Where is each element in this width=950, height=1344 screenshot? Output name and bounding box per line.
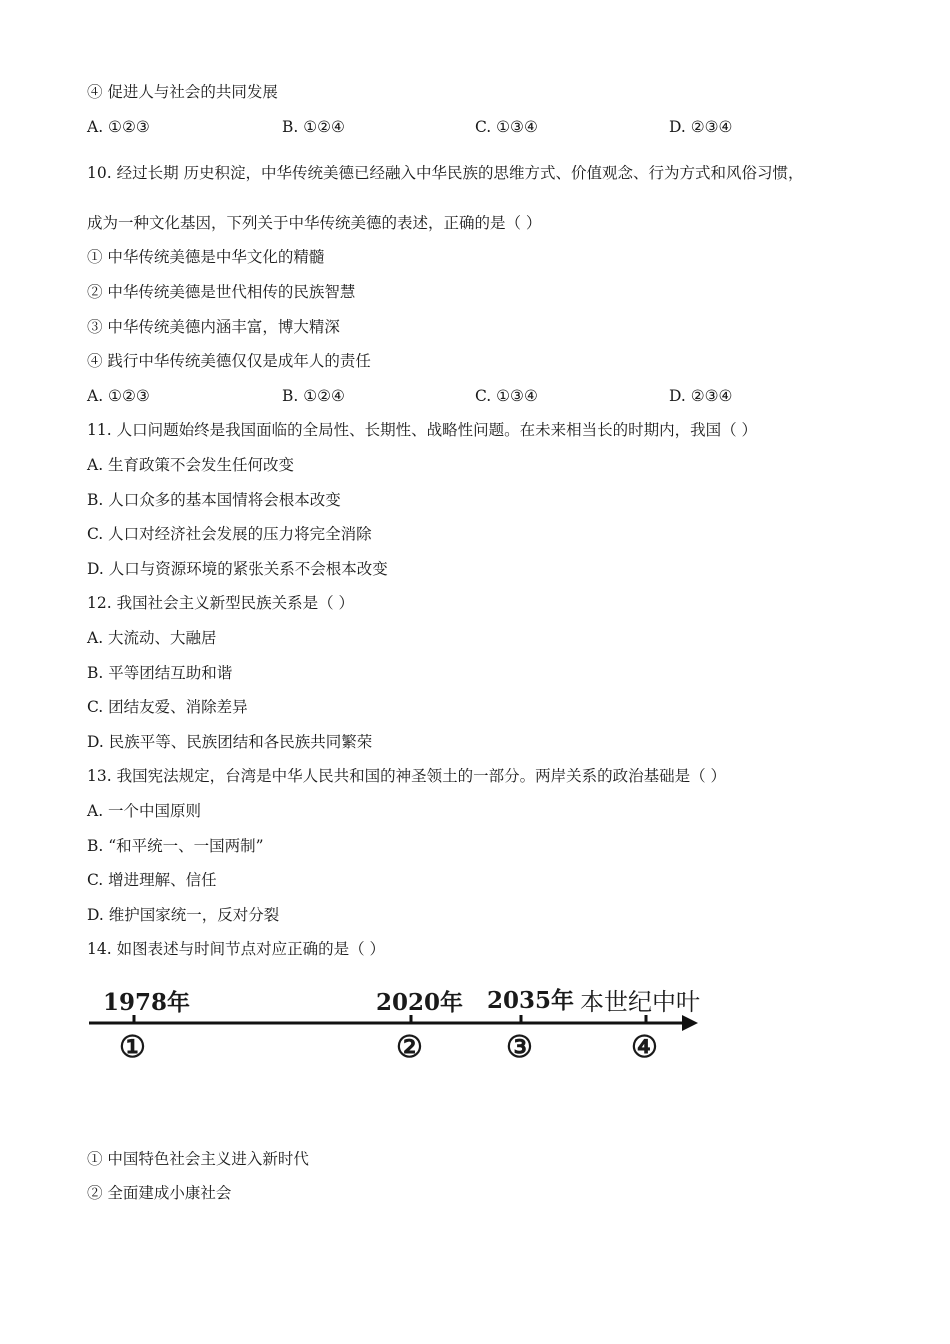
timeline-marker-1: ① <box>119 1030 146 1065</box>
q10-item-3: ③ 中华传统美德内涵丰富，博大精深 <box>87 318 340 336</box>
q11-option-b: B. 人口众多的基本国情将会根本改变 <box>87 491 341 509</box>
timeline-label-2035: 2035年 <box>487 987 575 1014</box>
q12-option-d: D. 民族平等、民族团结和各民族共同繁荣 <box>87 733 373 751</box>
q10-stem-line2: 成为一种文化基因，下列关于中华传统美德的表述，正确的是（ ） <box>87 214 542 232</box>
q13-option-a: A. 一个中国原则 <box>87 802 202 820</box>
q13-option-d: D. 维护国家统一，反对分裂 <box>87 906 280 924</box>
q10-options <box>87 386 847 406</box>
q10-stem-line1: 10. 经过长期 历史积淀，中华传统美德已经融入中华民族的思维方式、价值观念、行为方式和风俗习惯， <box>87 164 804 182</box>
q10-option-d: D. ②③④ <box>669 387 733 405</box>
timeline-figure <box>85 975 725 1085</box>
q11-option-c: C. 人口对经济社会发展的压力将完全消除 <box>87 525 372 543</box>
q12-option-a: A. 大流动、大融居 <box>87 629 217 647</box>
q11-stem: 11. 人口问题始终是我国面临的全局性、长期性、战略性问题。在未来相当长的时期内，我国（ ） <box>87 421 758 439</box>
q14-stem: 14. 如图表述与时间节点对应正确的是（ ） <box>87 940 386 958</box>
timeline-marker-4: ④ <box>631 1030 658 1065</box>
q10-item-4: ④ 践行中华传统美德仅仅是成年人的责任 <box>87 352 371 370</box>
q12-option-c: C. 团结友爱、消除差异 <box>87 698 248 716</box>
q10-item-1: ① 中华传统美德是中华文化的精髓 <box>87 248 325 266</box>
q10-option-c: C. ①③④ <box>475 387 538 405</box>
timeline-marker-2: ② <box>396 1030 423 1065</box>
q9-option-c: C. ①③④ <box>475 118 538 136</box>
timeline-label-mid-century: 本世纪中叶 <box>580 988 700 1016</box>
q10-item-2: ② 中华传统美德是世代相传的民族智慧 <box>87 283 356 301</box>
q9-option-b: B. ①②④ <box>282 118 345 136</box>
timeline-label-2020: 2020年 <box>376 989 464 1016</box>
q13-stem: 13. 我国宪法规定，台湾是中华人民共和国的神圣领土的一部分。两岸关系的政治基础是（ ） <box>87 767 727 785</box>
q12-option-b: B. 平等团结互助和谐 <box>87 664 233 682</box>
q9-item-4: ④ 促进人与社会的共同发展 <box>87 83 278 101</box>
q13-option-b: B. “和平统一、一国两制” <box>87 837 264 855</box>
q9-options <box>87 117 847 137</box>
q10-option-a: A. ①②③ <box>87 387 150 405</box>
timeline-label-1978: 1978年 <box>103 989 191 1016</box>
q13-option-c: C. 增进理解、信任 <box>87 871 217 889</box>
q10-option-b: B. ①②④ <box>282 387 345 405</box>
q14-item-2: ② 全面建成小康社会 <box>87 1184 232 1202</box>
q11-option-d: D. 人口与资源环境的紧张关系不会根本改变 <box>87 560 388 578</box>
q12-stem: 12. 我国社会主义新型民族关系是（ ） <box>87 594 355 612</box>
q9-option-a: A. ①②③ <box>87 118 150 136</box>
timeline-marker-3: ③ <box>506 1030 533 1065</box>
q11-option-a: A. 生育政策不会发生任何改变 <box>87 456 295 474</box>
q14-item-1: ① 中国特色社会主义进入新时代 <box>87 1150 309 1168</box>
q9-option-d: D. ②③④ <box>669 118 733 136</box>
arrow-right-icon <box>682 1015 698 1031</box>
